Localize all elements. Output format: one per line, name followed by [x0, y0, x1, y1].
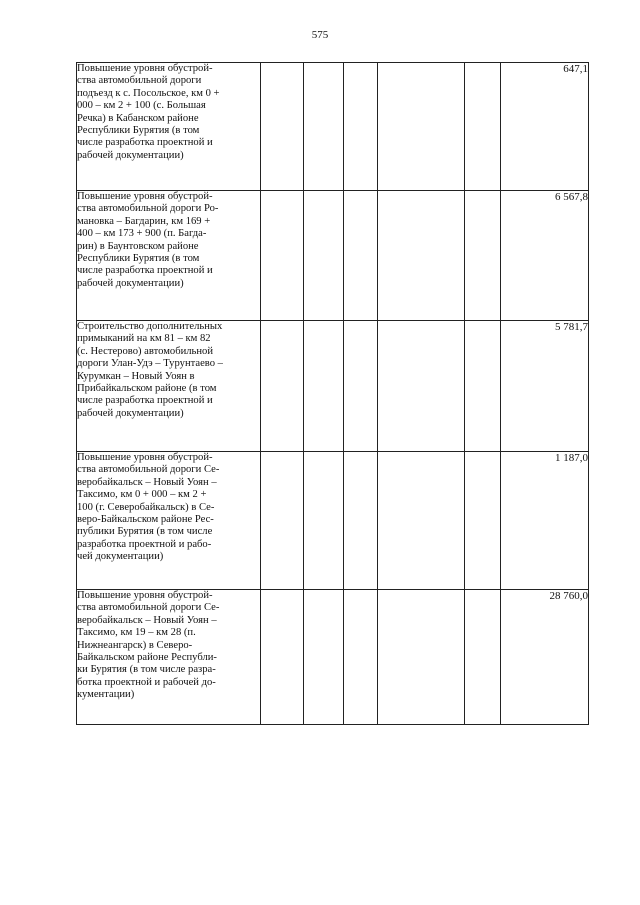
empty-cell	[465, 191, 501, 321]
empty-cell	[304, 191, 344, 321]
row-amount: 6 567,8	[501, 191, 589, 321]
row-description: Строительство дополнительных примыканий на км 81 – км 82 (с. Нестерово) автомобильной дороги Улан-Удэ – Турунтаево – Курумкан – Новый Уоян в Прибайкальском районе (в том числе разработка проектной и рабочей документации)	[77, 321, 261, 452]
empty-cell	[378, 590, 465, 725]
empty-cell	[344, 191, 378, 321]
table-row	[77, 590, 589, 725]
empty-cell	[261, 452, 304, 590]
table-row	[77, 452, 589, 590]
empty-cell	[378, 63, 465, 191]
page-number: 575	[311, 29, 329, 41]
row-description: Повышение уровня обустрой- ства автомобильной дороги Се- веробайкальск – Новый Уоян – Таксимо, км 19 – км 28 (п. Нижнеангарск) в Северо- Байкальском районе Республи- ки Бурятия (в том числе разра- ботка проектной и рабочей до- кументации)	[77, 590, 261, 725]
empty-cell	[465, 452, 501, 590]
empty-cell	[378, 452, 465, 590]
empty-cell	[344, 321, 378, 452]
empty-cell	[465, 63, 501, 191]
empty-cell	[344, 452, 378, 590]
empty-cell	[261, 590, 304, 725]
table-row	[77, 191, 589, 321]
row-amount: 647,1	[501, 63, 589, 191]
row-description: Повышение уровня обустрой- ства автомобильной дороги подъезд к с. Посольское, км 0 + 000 – км 2 + 100 (с. Большая Речка) в Кабанском районе Республики Бурятия (в том числе разработка проектной и рабочей документации)	[77, 63, 261, 191]
row-amount: 5 781,7	[501, 321, 589, 452]
empty-cell	[465, 590, 501, 725]
empty-cell	[304, 452, 344, 590]
empty-cell	[378, 321, 465, 452]
empty-cell	[304, 63, 344, 191]
empty-cell	[304, 590, 344, 725]
empty-cell	[465, 321, 501, 452]
row-amount: 1 187,0	[501, 452, 589, 590]
empty-cell	[261, 321, 304, 452]
table-row	[77, 321, 589, 452]
empty-cell	[304, 321, 344, 452]
empty-cell	[344, 63, 378, 191]
empty-cell	[378, 191, 465, 321]
table-row	[77, 63, 589, 191]
empty-cell	[344, 590, 378, 725]
empty-cell	[261, 63, 304, 191]
row-description: Повышение уровня обустрой- ства автомобильной дороги Се- веробайкальск – Новый Уоян – Таксимо, км 0 + 000 – км 2 + 100 (г. Северобайкальск) в Се- веро-Байкальском районе Рес- публики Бурятия (в том числе разработка проектной и рабо- чей документации)	[77, 452, 261, 590]
budget-table	[76, 62, 589, 725]
row-description: Повышение уровня обустрой- ства автомобильной дороги Ро- мановка – Багдарин, км 169 + 400 – км 173 + 900 (п. Багда- рин) в Баунтовском районе Республики Бурятия (в том числе разработка проектной и рабочей документации)	[77, 191, 261, 321]
row-amount: 28 760,0	[501, 590, 589, 725]
empty-cell	[261, 191, 304, 321]
